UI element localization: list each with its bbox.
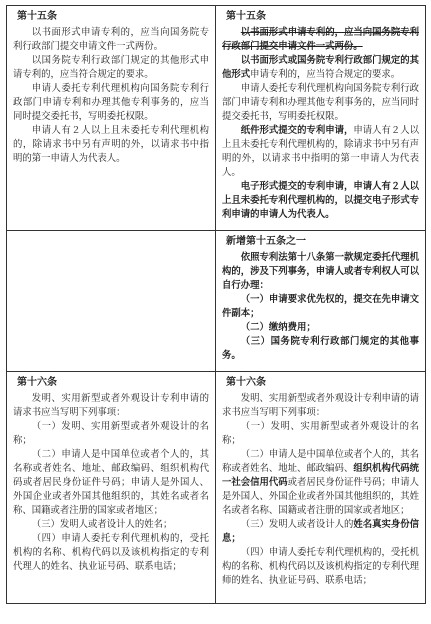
list-item: （一）发明、实用新型或者外观设计的名称；: [222, 421, 419, 446]
paragraph-text: 申请人有２人以上且未委托专利代理机构的，除请求书中另有声明的外，以请求书中指明的第一申请人为代表人。: [222, 125, 419, 178]
list-item: （三）国务院专利行政部门规定的其他事务。: [222, 336, 419, 361]
article-heading: 新增第十五条之一: [226, 236, 306, 247]
list-item: （二）申请人是中国单位或者个人的，其名称或者姓名、地址、邮政编码、组织机构代码或者居民身份证件号码；申请人是外国人、外国企业或者外国其他组织的，其姓名或者名称、国籍或者注册的国家或者地区；: [13, 449, 209, 516]
added-text: 组织机构代码统一社会信用代码: [222, 463, 419, 488]
list-item-text: （三）发明人或者设计人的: [240, 519, 354, 530]
list-item: （一）申请要求优先权的，提交在先申请文件副本；: [222, 294, 419, 319]
table-row: [7, 372, 426, 604]
paragraph-text: 申请专利的，应当符合规定的要求。: [250, 69, 401, 80]
new-article-15-1-cell: [216, 231, 426, 372]
paragraph: 以书面形式申请专利的，应当向国务院专利行政部门提交申请文件一式两份。: [13, 27, 209, 52]
list-item: （三）发明人或者设计人的姓名；: [31, 519, 173, 530]
old-article-16-cell: [7, 372, 216, 604]
empty-cell: [7, 231, 216, 372]
added-text: 以书面形式或国务院专利行政部门规定的其他形式: [222, 55, 419, 80]
list-item: （二）缴纳费用；: [240, 322, 316, 333]
deleted-text: 以书面形式申请专利的，应当向国务院专利行政部门提交申请文件一式两份。: [222, 27, 419, 52]
article-heading: 第十五条: [17, 11, 57, 22]
paragraph: 申请人有２人以上且未委托专利代理机构的，除请求书中另有声明的外，以请求书中指明的第一申请人为代表人。: [13, 125, 209, 164]
list-item: （一）发明、实用新型或者外观设计的名称；: [13, 421, 209, 446]
old-article-15-cell: [7, 6, 216, 231]
paragraph: 发明、实用新型或者外观设计专利申请的请求书应当写明下列事项：: [222, 393, 419, 418]
added-paragraph: 电子形式提交的专利申请，申请人有２人以上且未委托专利代理机构的，以提交电子形式专利申请的申请人为代表人。: [222, 181, 419, 220]
article-heading: 第十五条: [226, 11, 266, 22]
new-article-15-cell: [216, 6, 426, 231]
list-item: （四）申请人委托专利代理机构的，受托机构的名称、机构代码以及该机构指定的专利代理师的姓名、执业证号码、联系电话；: [222, 547, 419, 586]
paragraph: 申请人委托专利代理机构向国务院专利行政部门申请专利和办理其他专利事务的，应当同时提交委托书，写明委托权限。: [222, 83, 419, 122]
added-text: 姓名真实身份信息；: [222, 519, 419, 544]
new-article-16-cell: [216, 372, 426, 604]
added-paragraph: 依照专利法第十八条第一款规定委托代理机构的，涉及下列事务，申请人或者专利权人可以自行办理：: [222, 252, 419, 291]
table-row: [7, 6, 426, 231]
comparison-table: [6, 5, 426, 604]
list-item: （四）申请人委托专利代理机构的，受托机构的名称、机构代码以及该机构指定的专利代理人的姓名、执业证号码、联系电话；: [13, 533, 209, 572]
added-text: 纸件形式提交的专利申请，: [240, 125, 354, 136]
article-heading: 第十六条: [17, 377, 57, 388]
paragraph: 申请人委托专利代理机构向国务院专利行政部门申请专利和办理其他专利事务的，应当同时提交委托书，写明委托权限。: [13, 83, 209, 122]
paragraph: 以国务院专利行政部门规定的其他形式申请专利的，应当符合规定的要求。: [13, 55, 209, 80]
list-item-text: 或者居民身份证件号码；申请人是外国人、外国企业或者外国其他组织的，其姓名或者名称、国籍或者注册的国家或者地区；: [222, 477, 419, 516]
article-heading: 第十六条: [226, 377, 266, 388]
paragraph: 发明、实用新型或者外观设计专利申请的请求书应当写明下列事项：: [13, 393, 209, 418]
list-item-text: （二）申请人是中国单位或者个人的，其名称或者姓名、地址、邮政编码、: [222, 449, 419, 474]
table-row: [7, 231, 426, 372]
